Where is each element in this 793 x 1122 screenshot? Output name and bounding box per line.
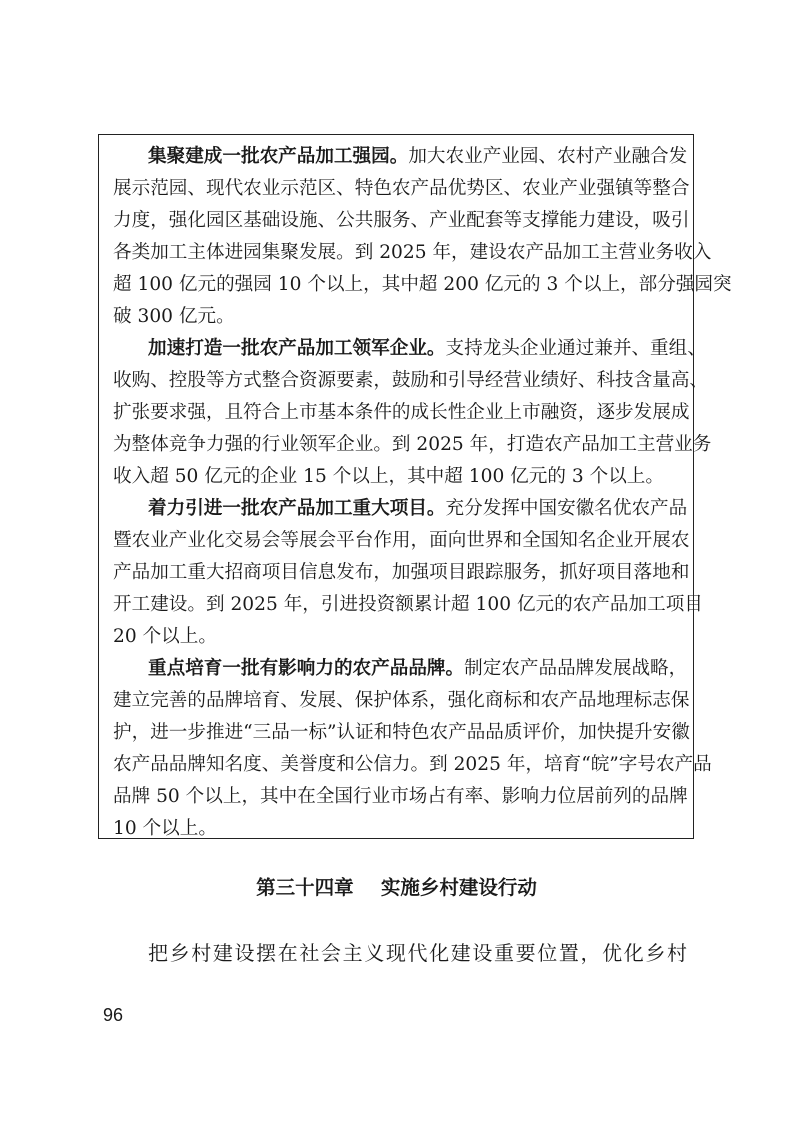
paragraph-1-line-2: 展示范园、现代农业示范区、特色农产品优势区、农业产业强镇等整合 xyxy=(113,178,690,199)
paragraph-1-line-3: 力度，强化园区基础设施、公共服务、产业配套等支撑能力建设，吸引 xyxy=(113,210,690,231)
paragraph-1-line-6: 破 300 亿元。 xyxy=(113,306,235,327)
paragraph-4-line-4: 农产品品牌知名度、美誉度和公信力。到 2025 年，培育“皖”字号农产品 xyxy=(113,754,712,775)
chapter-number: 第三十四章 xyxy=(256,876,354,899)
paragraph-4-lead: 重点培育一批有影响力的农产品品牌。 xyxy=(148,658,465,679)
chapter-heading xyxy=(0,875,793,901)
paragraph-2-lead: 加速打造一批农产品加工领军企业。 xyxy=(148,338,446,359)
chapter-title: 实施乡村建设行动 xyxy=(380,876,537,899)
paragraph-3-line-1 xyxy=(148,497,687,521)
paragraph-2-line-5: 收入超 50 亿元的企业 15 个以上，其中超 100 亿元的 3 个以上。 xyxy=(113,466,664,487)
paragraph-2-line-4: 为整体竞争力强的行业领军企业。到 2025 年，打造农产品加工主营业务 xyxy=(113,434,712,455)
paragraph-4-line-3: 护，进一步推进“三品一标”认证和特色农产品品质评价，加快提升安徽 xyxy=(113,722,690,743)
paragraph-3-line-5: 20 个以上。 xyxy=(113,626,217,647)
paragraph-4-text: 制定农产品品牌发展战略， xyxy=(464,658,688,679)
paragraph-2-line-3: 扩张要求强，且符合上市基本条件的成长性企业上市融资，逐步发展成 xyxy=(113,402,690,423)
paragraph-3-text: 充分发挥中国安徽名优农产品 xyxy=(445,498,688,519)
paragraph-3-line-3: 产品加工重大招商项目信息发布，加强项目跟踪服务，抓好项目落地和 xyxy=(113,562,690,583)
paragraph-3-lead: 着力引进一批农产品加工重大项目。 xyxy=(148,498,446,519)
paragraph-3-line-2: 暨农业产业化交易会等展会平台作用，面向世界和全国知名企业开展农 xyxy=(113,530,690,551)
paragraph-2-line-1 xyxy=(148,337,706,361)
paragraph-1-line-1 xyxy=(148,145,687,169)
page-number: 96 xyxy=(103,1005,124,1025)
paragraph-1-text: 加大农业产业园、农村产业融合发 xyxy=(408,146,688,167)
paragraph-4-line-2: 建立完善的品牌培育、发展、保护体系，强化商标和农产品地理标志保 xyxy=(113,690,690,711)
paragraph-4-line-5: 品牌 50 个以上，其中在全国行业市场占有率、影响力位居前列的品牌 xyxy=(113,786,688,807)
paragraph-4-line-6: 10 个以上。 xyxy=(113,818,217,839)
paragraph-1-line-5: 超 100 亿元的强园 10 个以上，其中超 200 亿元的 3 个以上，部分强园突 xyxy=(113,274,732,295)
paragraph-1-lead: 集聚建成一批农产品加工强园。 xyxy=(148,146,409,167)
body-text-line-1: 把乡村建设摆在社会主义现代化建设重要位置，优化乡村 xyxy=(148,941,687,965)
paragraph-3-line-4: 开工建设。到 2025 年，引进投资额累计超 100 亿元的农产品加工项目 xyxy=(113,594,703,615)
paragraph-1-line-4: 各类加工主体进园集聚发展。到 2025 年，建设农产品加工主营业务收入 xyxy=(113,242,712,263)
paragraph-2-text: 支持龙头企业通过兼并、重组、 xyxy=(445,338,706,359)
paragraph-4-line-1 xyxy=(148,657,687,681)
paragraph-2-line-2: 收购、控股等方式整合资源要素，鼓励和引导经营业绩好、科技含量高、 xyxy=(113,370,709,391)
